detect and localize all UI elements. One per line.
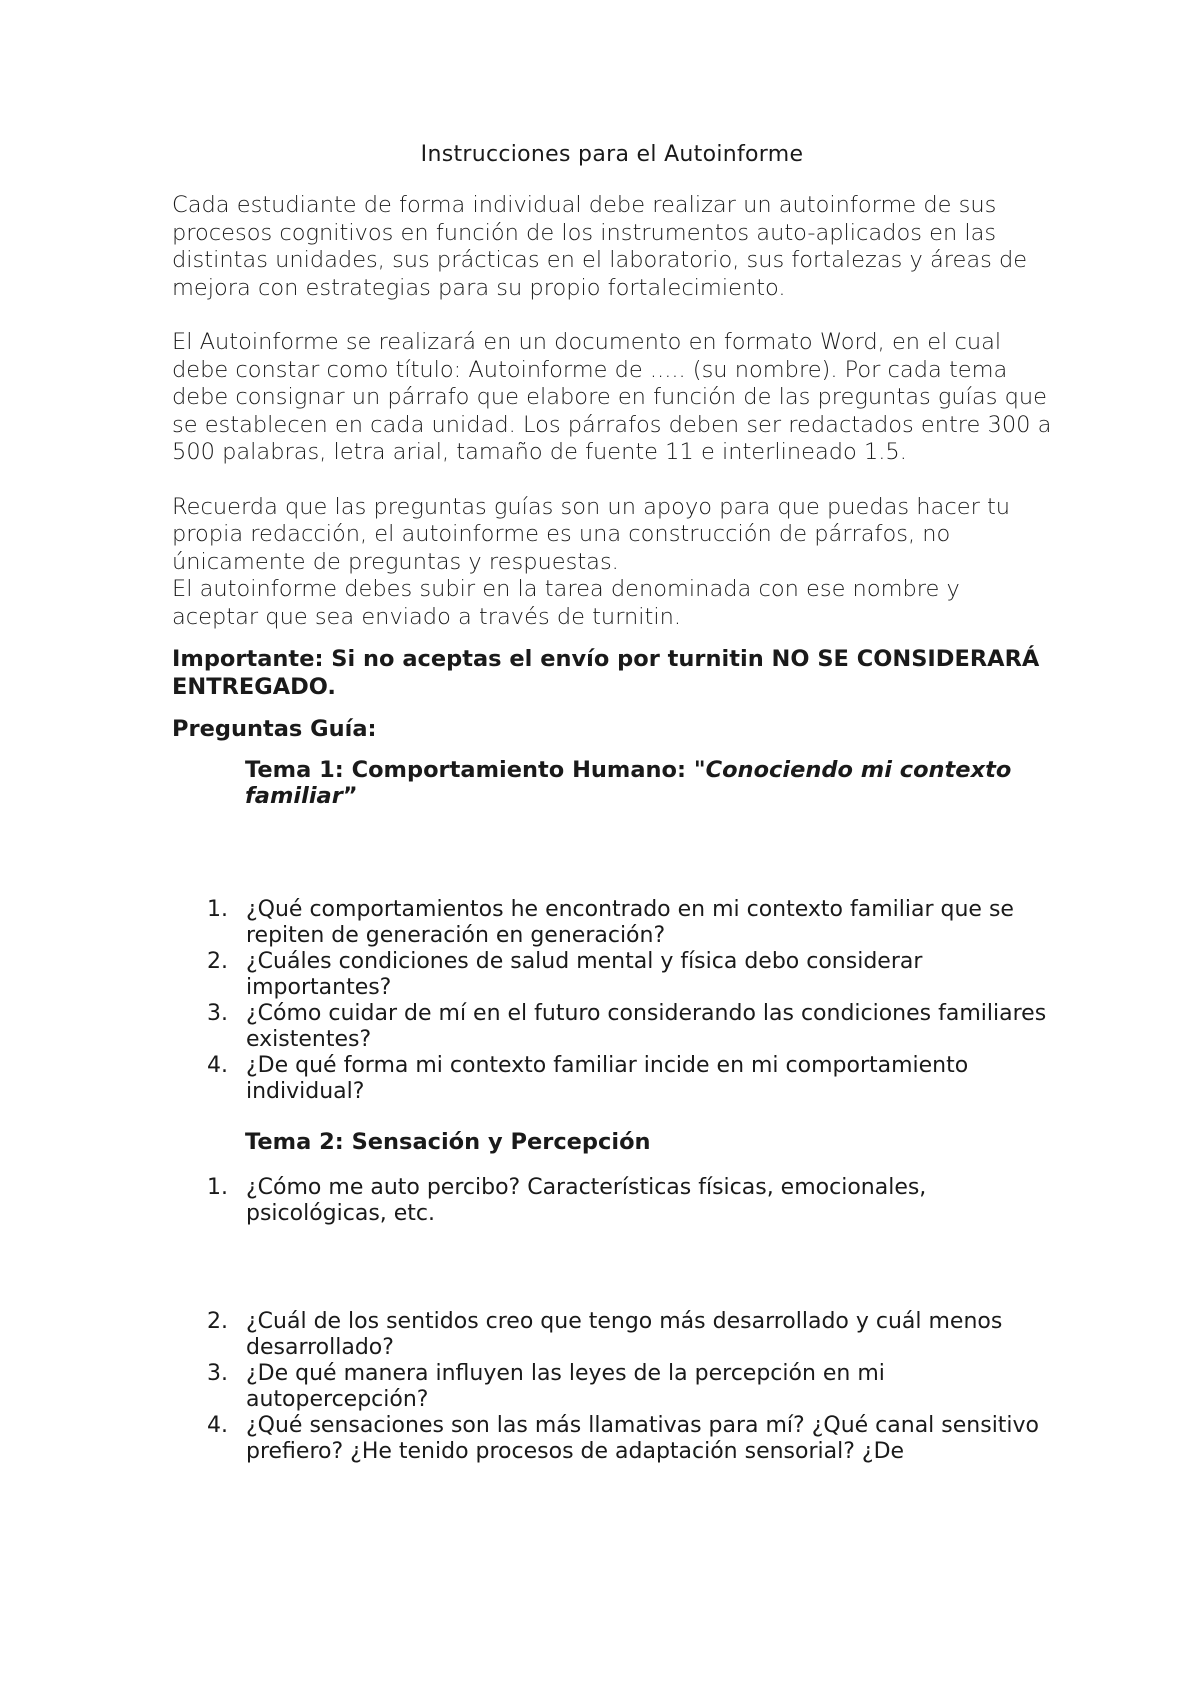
question-text: ¿De qué forma mi contexto familiar incide en mi comportamiento individual? — [246, 1053, 969, 1104]
question-text: ¿Cómo cuidar de mí en el futuro considerando las condiciones familiares existentes? — [246, 1001, 1047, 1052]
guide-questions-label: Preguntas Guía: — [172, 716, 377, 742]
list-number: 4. — [207, 1413, 228, 1438]
tema1-questions — [172, 897, 1052, 1105]
list-item — [172, 1361, 1052, 1413]
list-number: 4. — [207, 1053, 228, 1078]
tema2-questions-part1 — [172, 1175, 1052, 1227]
list-number: 2. — [207, 1309, 228, 1334]
list-item — [172, 1175, 1052, 1227]
tema1-italic: Conociendo mi contexto familiar — [245, 757, 1012, 809]
paragraph-intro: Cada estudiante de forma individual debe realizar un autoinforme de sus procesos cognitivos en función de los instrumentos auto-aplicados en las distintas unidades, sus prácticas en el laboratorio, sus fortalezas y áreas de mejora con estrategias para su propio fortalecimiento. — [172, 192, 1028, 301]
list-number: 1. — [207, 1175, 228, 1200]
list-item — [172, 1001, 1052, 1053]
document-title: Instrucciones para el Autoinforme — [420, 142, 804, 167]
list-number: 1. — [207, 897, 228, 922]
question-text: ¿De qué manera influyen las leyes de la percepción en mi autopercepción? — [246, 1361, 885, 1412]
spacer — [172, 701, 1052, 715]
list-item — [172, 897, 1052, 949]
spacer — [172, 809, 1052, 897]
paragraph-format: El Autoinforme se realizará en un documento en formato Word, en el cual debe constar como título: Autoinforme de ..... (su nombre). Por cada tema debe consignar un párrafo que elabore en función de las preguntas guías que se establecen en cada unidad. Los párrafos deben ser redactados entre 300 a 500 palabras, letra arial, tamaño de fuente 11 e interlineado 1.5. — [172, 329, 1052, 465]
question-text: ¿Qué sensaciones son las más llamativas para mí? ¿Qué canal sensitivo prefiero? ¿He tenido procesos de adaptación sensorial? ¿De — [246, 1413, 1040, 1464]
spacer — [172, 743, 1052, 757]
question-text: ¿Qué comportamientos he encontrado en mi contexto familiar que se repiten de generación en generación? — [246, 897, 1014, 948]
spacer — [172, 302, 1052, 329]
tema2-questions-part2 — [172, 1309, 1052, 1465]
list-item — [172, 1309, 1052, 1361]
question-text: ¿Cómo me auto percibo? Características físicas, emocionales, psicológicas, etc. — [246, 1175, 927, 1226]
spacer — [172, 631, 1052, 645]
spacer — [172, 1227, 1052, 1309]
tema1-prefix: Tema 1: Comportamiento Humano: " — [245, 757, 706, 783]
question-text: ¿Cuál de los sentidos creo que tengo más desarrollado y cuál menos desarrollado? — [246, 1309, 1003, 1360]
question-text: ¿Cuáles condiciones de salud mental y física debo considerar importantes? — [246, 949, 923, 1000]
list-number: 3. — [207, 1001, 228, 1026]
paragraph-reminder: Recuerda que las preguntas guías son un apoyo para que puedas hacer tu propia redacción, el autoinforme es una construcción de párrafos, no únicamente de preguntas y respuestas. — [172, 493, 1011, 575]
list-item — [172, 1413, 1052, 1465]
list-number: 2. — [207, 949, 228, 974]
list-number: 3. — [207, 1361, 228, 1386]
spacer — [172, 467, 1052, 494]
spacer — [172, 1105, 1052, 1129]
spacer — [172, 1155, 1052, 1175]
tema1-heading — [245, 757, 1052, 809]
important-notice: Importante: Si no aceptas el envío por turnitin NO SE CONSIDERARÁ ENTREGADO. — [172, 646, 1040, 700]
paragraph-submission: El autoinforme debes subir en la tarea denominada con ese nombre y aceptar que sea enviado a través de turnitin. — [172, 576, 960, 630]
tema1-suffix: ” — [342, 783, 358, 809]
document-body — [172, 140, 1052, 1465]
tema2-heading: Tema 2: Sensación y Percepción — [245, 1129, 651, 1155]
list-item — [172, 949, 1052, 1001]
list-item — [172, 1053, 1052, 1105]
